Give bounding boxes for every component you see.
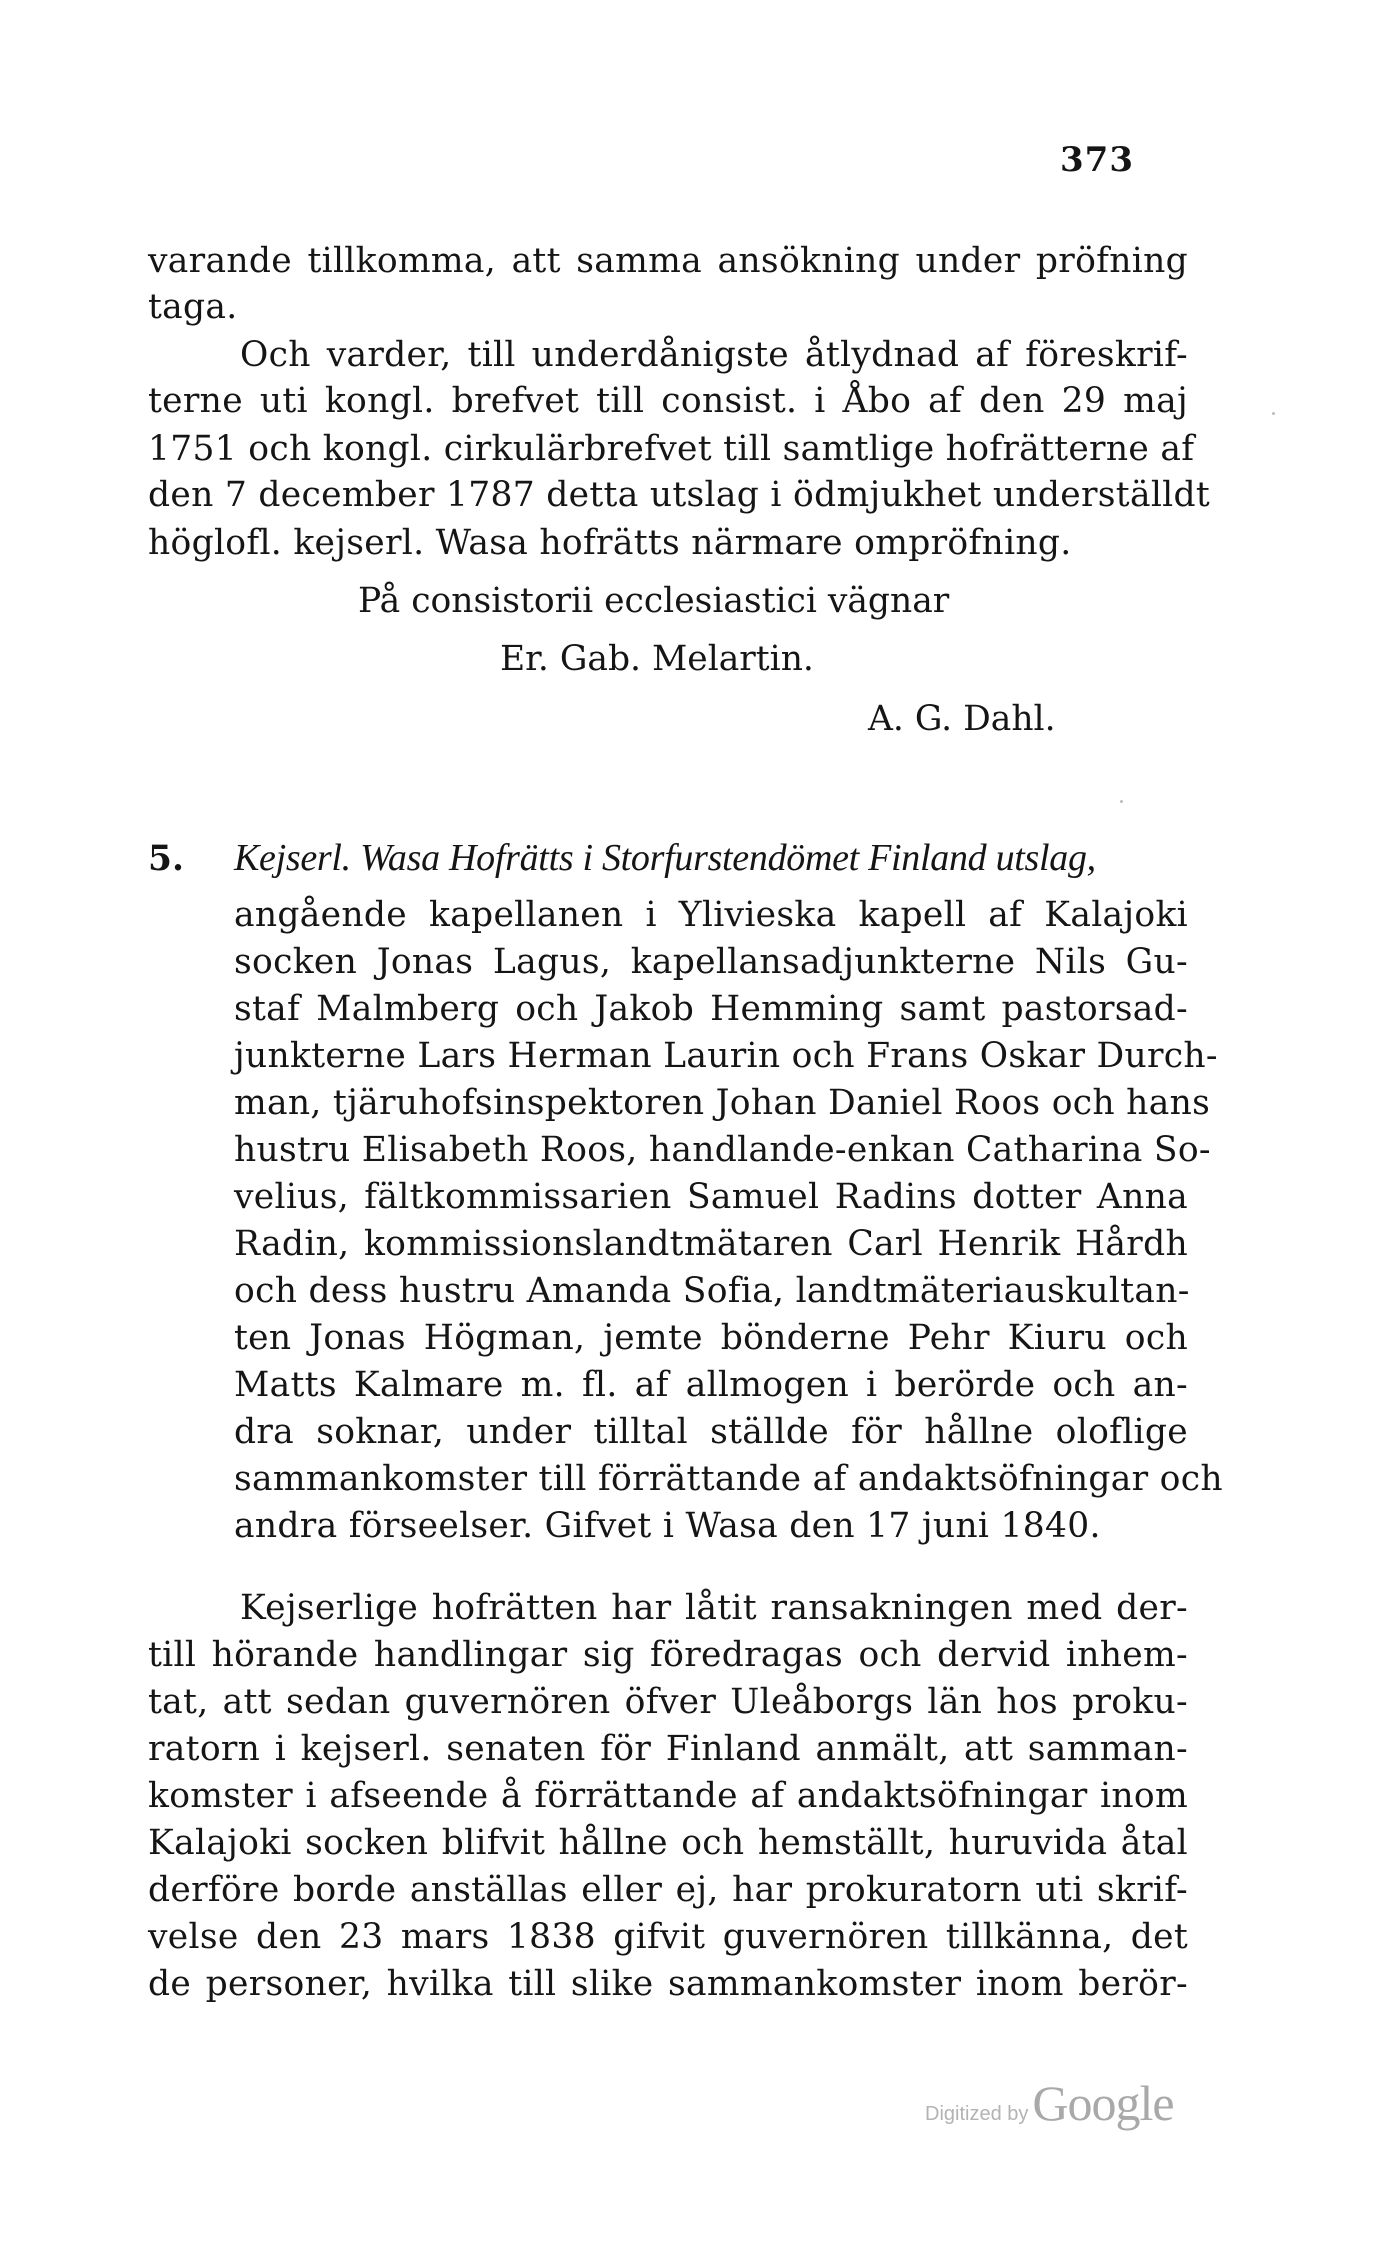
section-line: Radin, kommissionslandtmätaren Carl Henrik Hårdh <box>234 1224 1188 1264</box>
section-line: Matts Kalmare m. fl. af allmogen i berörde och an- <box>234 1365 1188 1405</box>
section-line: angående kapellanen i Ylivieska kapell af Kalajoki <box>234 895 1188 935</box>
section-line: socken Jonas Lagus, kapellansadjunkterne Nils Gu- <box>234 942 1188 982</box>
scan-speck <box>1120 800 1123 803</box>
text-line: till hörande handlingar sig föredragas och dervid inhem- <box>148 1635 1188 1675</box>
text-line: Kalajoki socken blifvit hållne och hemställt, huruvida åtal <box>148 1823 1188 1863</box>
text-line: den 7 december 1787 detta utslag i ödmjukhet underställdt <box>148 475 1211 515</box>
section-heading <box>148 835 1193 882</box>
text-line: velse den 23 mars 1838 gifvit guvernören tillkänna, det <box>148 1917 1188 1957</box>
text-line: komster i afseende å förrättande af andaktsöfningar inom <box>148 1776 1188 1816</box>
section-line: junkterne Lars Herman Laurin och Frans Oskar Durch- <box>234 1036 1218 1076</box>
text-line: höglofl. kejserl. Wasa hofrätts närmare ompröfning. <box>148 523 1072 563</box>
digitized-watermark <box>925 2074 1174 2132</box>
text-line: derföre borde anställas eller ej, har prokuratorn uti skrif- <box>148 1870 1188 1910</box>
section-line: ten Jonas Högman, jemte bönderne Pehr Kiuru och <box>234 1318 1188 1358</box>
google-logo: Google <box>1032 2075 1174 2131</box>
signature-behalf: På consistorii ecclesiastici vägnar <box>358 581 950 621</box>
page-number: 373 <box>1060 140 1134 180</box>
section-line: velius, fältkommissarien Samuel Radins dotter Anna <box>234 1177 1188 1217</box>
section-line: andra förseelser. Gifvet i Wasa den 17 juni 1840. <box>234 1506 1101 1546</box>
text-line: Kejserlige hofrätten har låtit ransakningen med der- <box>240 1588 1188 1628</box>
scan-speck <box>1272 412 1275 415</box>
section-title: Kejserl. Wasa Hofrätts i Storfurstendömet Finland utslag, <box>234 837 1096 879</box>
section-line: sammankomster till förrättande af andaktsöfningar och <box>234 1459 1223 1499</box>
text-line: 1751 och kongl. cirkulärbrefvet till samtlige hofrätterne af <box>148 429 1195 469</box>
text-line: terne uti kongl. brefvet till consist. i Åbo af den 29 maj <box>148 381 1188 421</box>
text-line: tat, att sedan guvernören öfver Uleåborgs län hos proku- <box>148 1682 1188 1722</box>
signature-name-melartin: Er. Gab. Melartin. <box>500 639 814 679</box>
section-line: man, tjäruhofsinspektoren Johan Daniel Roos och hans <box>234 1083 1211 1123</box>
section-line: staf Malmberg och Jakob Hemming samt pastorsad- <box>234 989 1188 1029</box>
text-line: taga. <box>148 287 238 327</box>
text-line: de personer, hvilka till slike sammankomster inom berör- <box>148 1964 1188 2004</box>
section-line: hustru Elisabeth Roos, handlande-enkan Catharina So- <box>234 1130 1211 1170</box>
section-line: och dess hustru Amanda Sofia, landtmäteriauskultan- <box>234 1271 1190 1311</box>
signature-name-dahl: A. G. Dahl. <box>868 699 1056 739</box>
digitized-by-label: Digitized by <box>925 2103 1029 2125</box>
text-line: varande tillkomma, att samma ansökning under pröfning <box>148 241 1188 281</box>
text-line: Och varder, till underdånigste åtlydnad af föreskrif- <box>240 335 1188 375</box>
text-line: ratorn i kejserl. senaten för Finland anmält, att samman- <box>148 1729 1188 1769</box>
section-line: dra soknar, under tilltal ställde för hållne oloflige <box>234 1412 1188 1452</box>
section-number: 5. <box>148 839 185 879</box>
